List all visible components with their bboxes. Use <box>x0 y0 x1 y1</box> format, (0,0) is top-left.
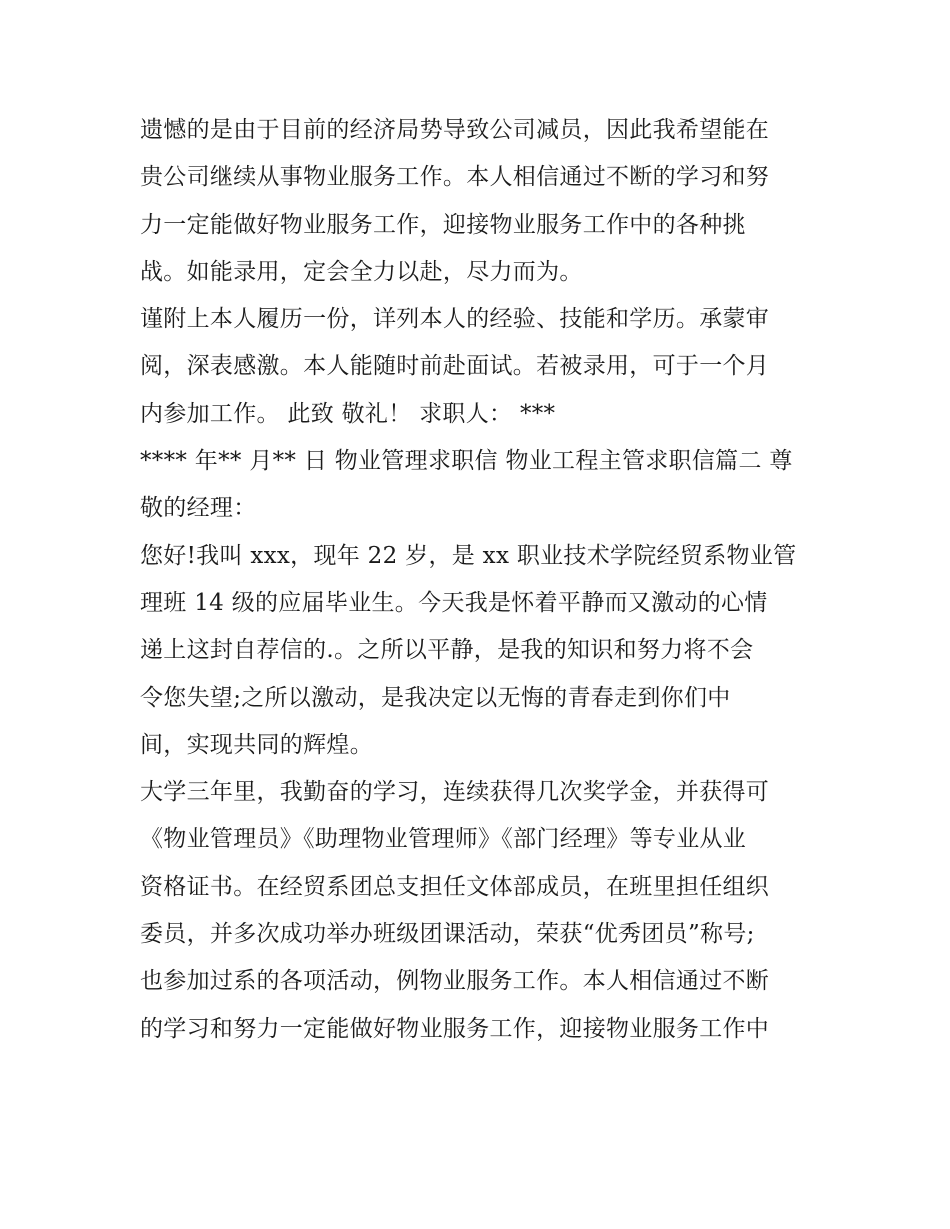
text-line: 力一定能做好物业服务工作，迎接物业服务工作中的各种挑 <box>140 211 746 238</box>
text-line: 您好!我叫 xxx，现年 22 岁，是 xx 职业技术学院经贸系物业管 <box>140 542 797 569</box>
text-line: **** 年** 月** 日 物业管理求职信 物业工程主管求职信篇二 尊 <box>140 448 793 475</box>
text-line: 贵公司继续从事物业服务工作。本人相信通过不断的学习和努 <box>140 164 770 191</box>
text-line: 《物业管理员》《助理物业管理师》《部门经理》等专业从业 <box>140 826 747 853</box>
text-line: 理班 14 级的应届毕业生。今天我是怀着平静而又激动的心情 <box>140 589 768 616</box>
text-line: 大学三年里，我勤奋的学习，连续获得几次奖学金，并获得可 <box>140 779 770 806</box>
text-line: 的学习和努力一定能做好物业服务工作，迎接物业服务工作中 <box>140 1015 770 1042</box>
text-line: 间，实现共同的辉煌。 <box>140 731 373 758</box>
text-line: 内参加工作。 此致 敬礼！ 求职人： *** <box>140 400 556 427</box>
letter-body <box>140 107 830 1053</box>
text-line: 阅，深表感激。本人能随时前赴面试。若被录用，可于一个月 <box>140 353 770 380</box>
text-line: 战。如能录用，定会全力以赴，尽力而为。 <box>140 258 583 285</box>
text-line: 谨附上本人履历一份，详列本人的经验、技能和学历。承蒙审 <box>140 306 770 333</box>
text-line: 也参加过系的各项活动，例物业服务工作。本人相信通过不断 <box>140 968 770 995</box>
text-line: 委员，并多次成功举办班级团课活动，荣获“优秀团员”称号; <box>140 921 755 948</box>
text-line: 遗憾的是由于目前的经济局势导致公司减员，因此我希望能在 <box>140 117 770 143</box>
text-line: 令您失望;之所以激动，是我决定以无悔的青春走到你们中 <box>140 684 731 711</box>
text-line: 资格证书。在经贸系团总支担任文体部成员，在班里担任组织 <box>140 873 770 900</box>
text-line: 敬的经理： <box>140 495 257 522</box>
text-line: 递上这封自荐信的.。之所以平静，是我的知识和努力将不会 <box>140 637 754 664</box>
